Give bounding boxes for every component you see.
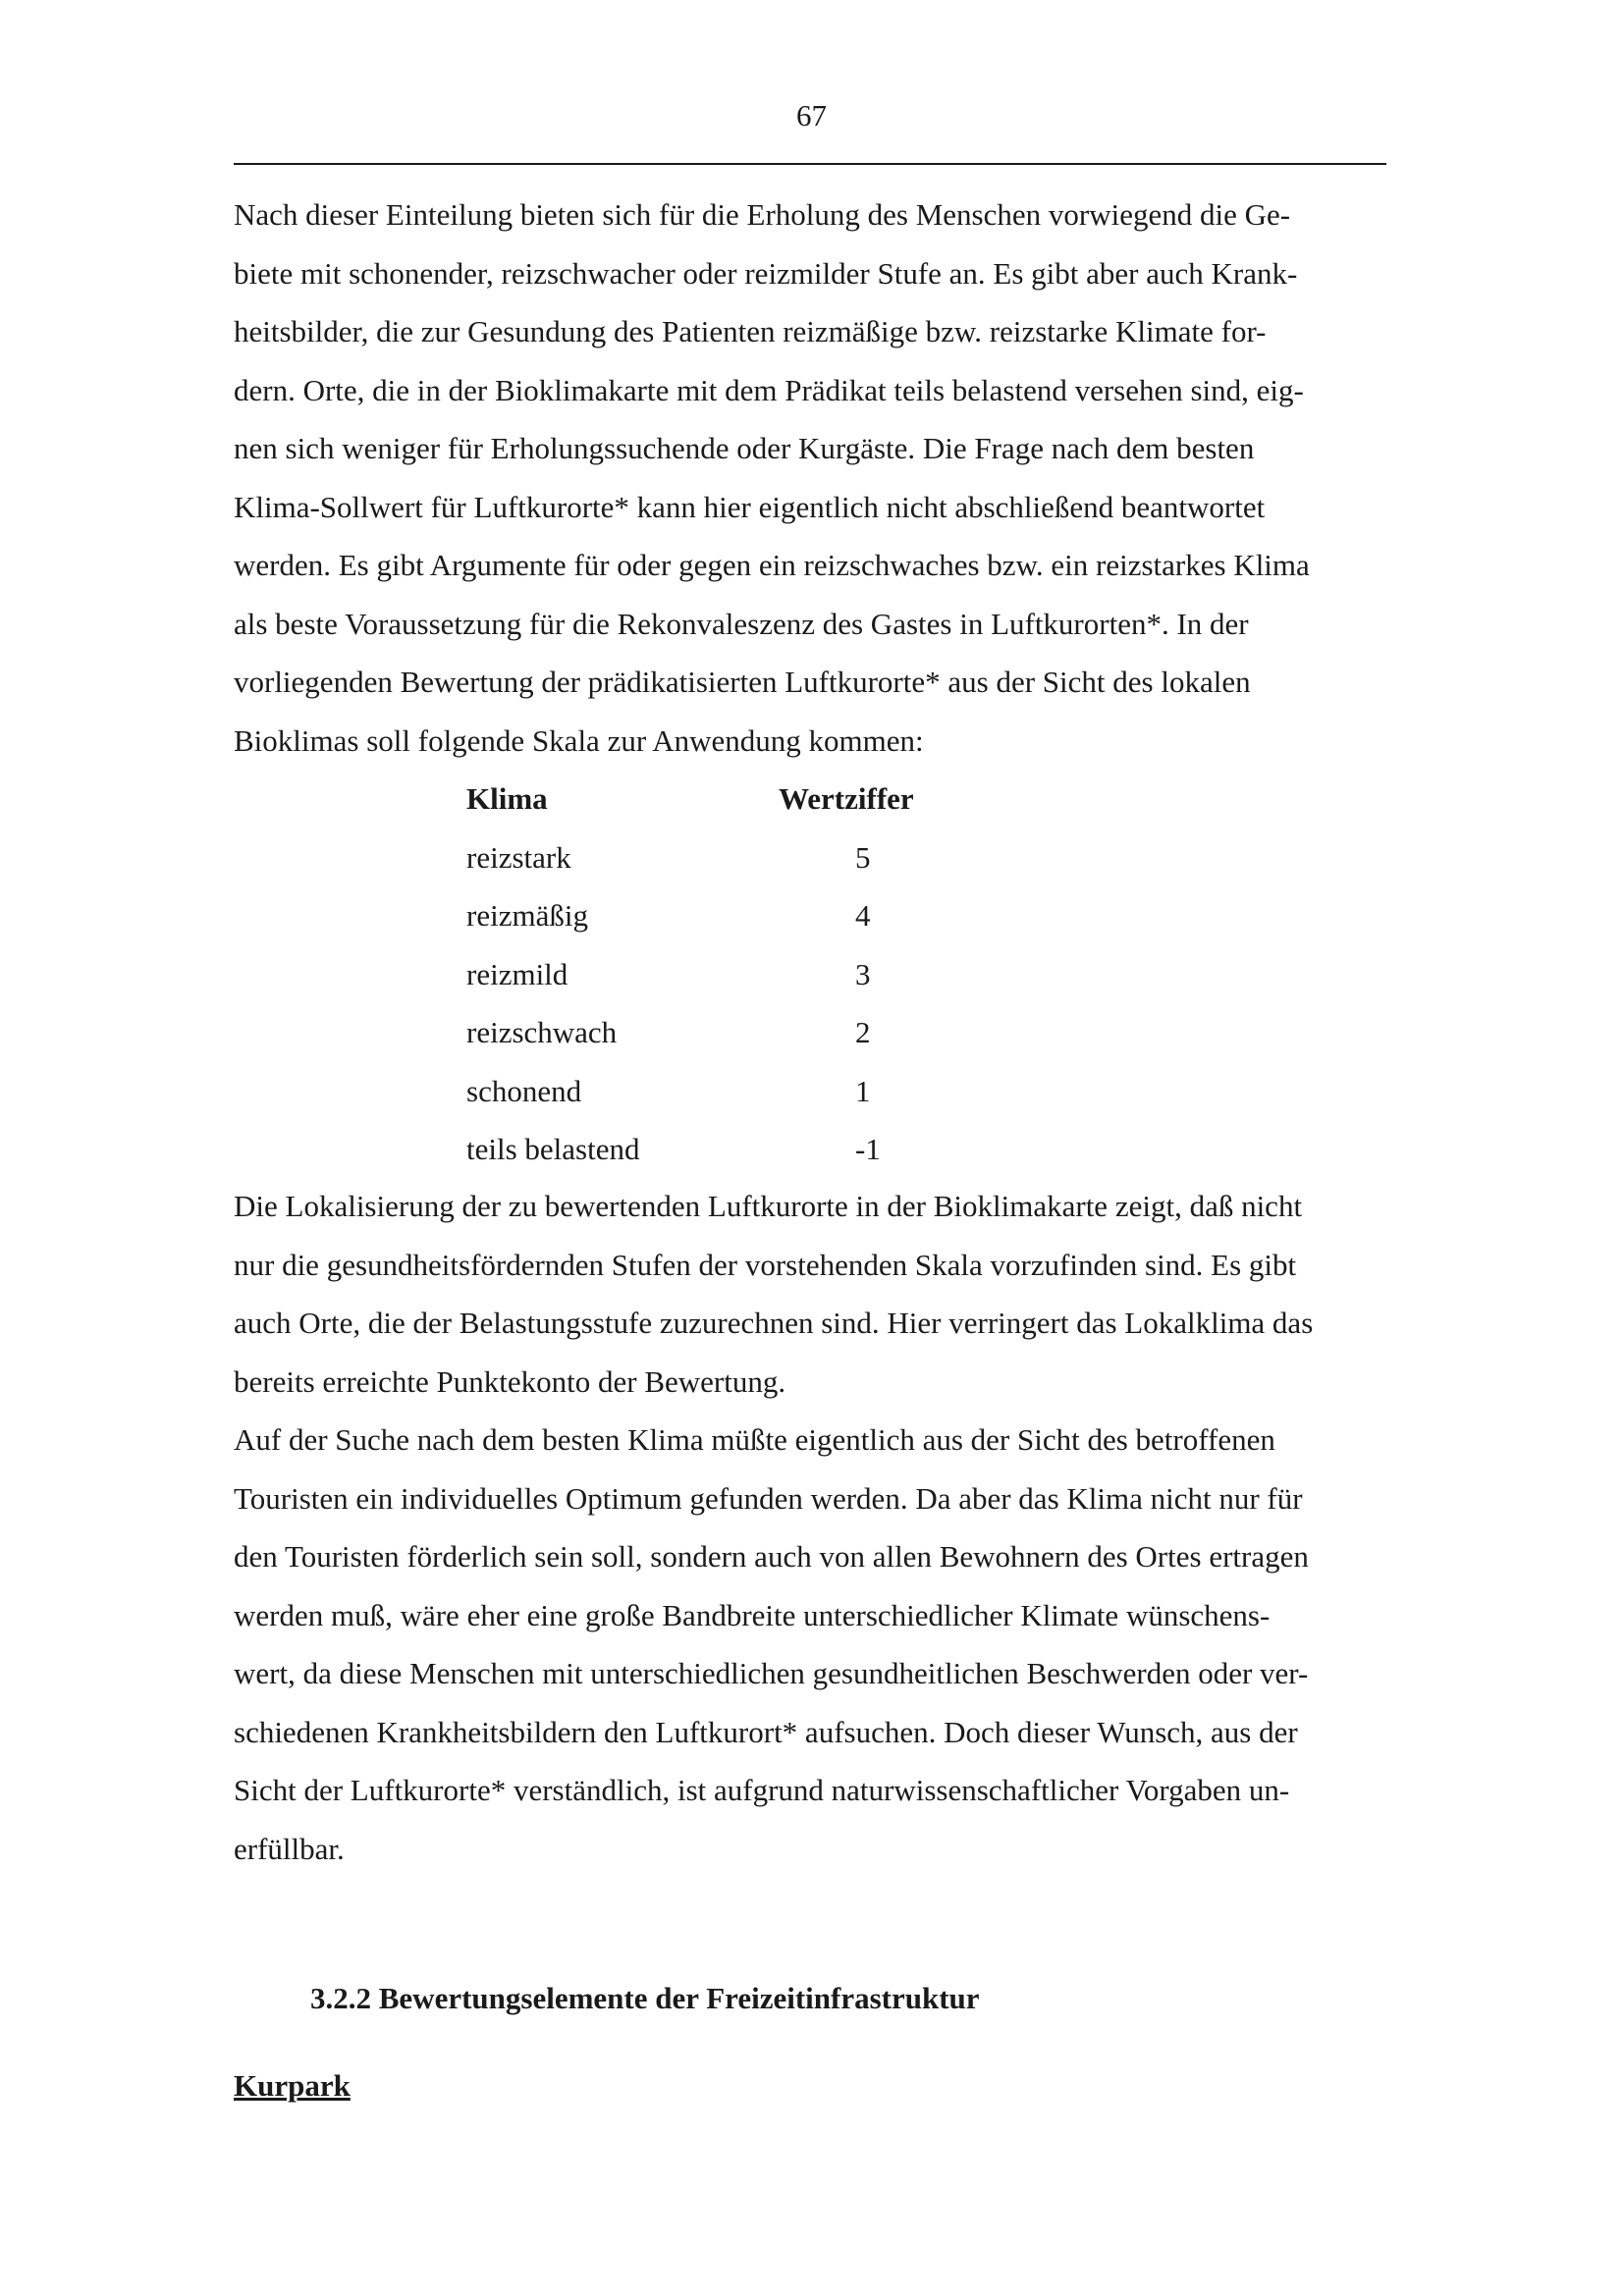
header-rule [234,163,1386,165]
climate-scale-table [466,770,975,1179]
text-line: auch Orte, die der Belastungsstufe zuzurechnen sind. Hier verringert das Lokalklima das [234,1306,1314,1340]
text-line: Touristen ein individuelles Optimum gefunden werden. Da aber das Klima nicht nur für [234,1480,1303,1516]
table-row [466,1120,975,1179]
page-number: 67 [796,98,827,133]
text-line: nen sich weniger für Erholungssuchende oder Kurgäste. Die Frage nach dem besten [234,431,1255,465]
klima-cell: reizstark [466,839,571,875]
subheading-kurpark: Kurpark [234,2068,351,2103]
text-line: Sicht der Luftkurorte* verständlich, ist aufgrund naturwissenschaftlicher Vorgaben un- [234,1773,1290,1807]
text-line: als beste Voraussetzung für die Rekonvaleszenz des Gastes in Luftkurorten*. In der [234,606,1249,641]
text-line: Nach dieser Einteilung bieten sich für die Erholung des Menschen vorwiegend die Ge- [234,197,1291,232]
text-line: dern. Orte, die in der Bioklimakarte mit dem Prädikat teils belastend versehen sind, eig- [234,372,1304,407]
text-line: Die Lokalisierung der zu bewertenden Luftkurorte in der Bioklimakarte zeigt, daß nicht [234,1189,1303,1223]
klima-cell: reizmäßig [466,898,588,933]
text-line: nur die gesundheitsfördernden Stufen der vorstehenden Skala vorzufinden sind. Es gibt [234,1247,1297,1282]
header-wertziffer: Wertziffer [779,781,914,816]
klima-cell: reizmild [466,956,568,991]
klima-cell: schonend [466,1073,582,1108]
text-line: biete mit schonender, reizschwacher oder reizmilder Stufe an. Es gibt aber auch Krank- [234,255,1298,291]
table-row [466,1062,975,1121]
text-line: schiedenen Krankheitsbildern den Luftkurort* aufsuchen. Doch dieser Wunsch, aus der [234,1714,1298,1749]
table-row [466,828,975,887]
klima-cell: reizschwach [466,1015,618,1049]
text-line: vorliegenden Bewertung der prädikatisierten Luftkurorte* aus der Sicht des lokalen [234,665,1251,699]
klima-cell: teils belastend [466,1132,640,1166]
table-row [466,1003,975,1062]
paragraph-2 [234,1177,1412,1411]
text-line: Bioklimas soll folgende Skala zur Anwendung kommen: [234,722,924,758]
wert-cell: -1 [855,1132,881,1166]
table-header-row [466,770,975,828]
text-line: werden. Es gibt Argumente für oder gegen ein reizschwaches bzw. ein reizstarkes Klima [234,548,1310,582]
text-line: Auf der Suche nach dem besten Klima müßte eigentlich aus der Sicht des betroffenen [234,1422,1275,1457]
wert-cell: 4 [855,898,871,933]
table-row [466,886,975,945]
table-row [466,945,975,1004]
paragraph-1 [234,186,1412,770]
paragraph-3 [234,1411,1412,1878]
section-heading: 3.2.2 Bewertungselemente der Freizeitinfrastruktur [310,1981,980,2015]
text-line: wert, da diese Menschen mit unterschiedlichen gesundheitlichen Beschwerden oder ver- [234,1656,1309,1690]
wert-cell: 5 [855,839,871,875]
wert-cell: 2 [855,1015,871,1049]
text-line: Klima-Sollwert für Luftkurorte* kann hier eigentlich nicht abschließend beantwortet [234,489,1266,524]
text-line: heitsbilder, die zur Gesundung des Patienten reizmäßige bzw. reizstarke Klimate for- [234,314,1267,348]
text-line: werden muß, wäre eher eine große Bandbreite unterschiedlicher Klimate wünschens- [234,1597,1271,1632]
wert-cell: 1 [855,1073,871,1108]
text-line: erfüllbar. [234,1831,345,1866]
text-line: bereits erreichte Punktekonto der Bewertung. [234,1363,786,1399]
text-line: den Touristen förderlich sein soll, sondern auch von allen Bewohnern des Ortes ertragen [234,1539,1309,1574]
wert-cell: 3 [855,956,871,991]
header-klima: Klima [466,781,548,816]
